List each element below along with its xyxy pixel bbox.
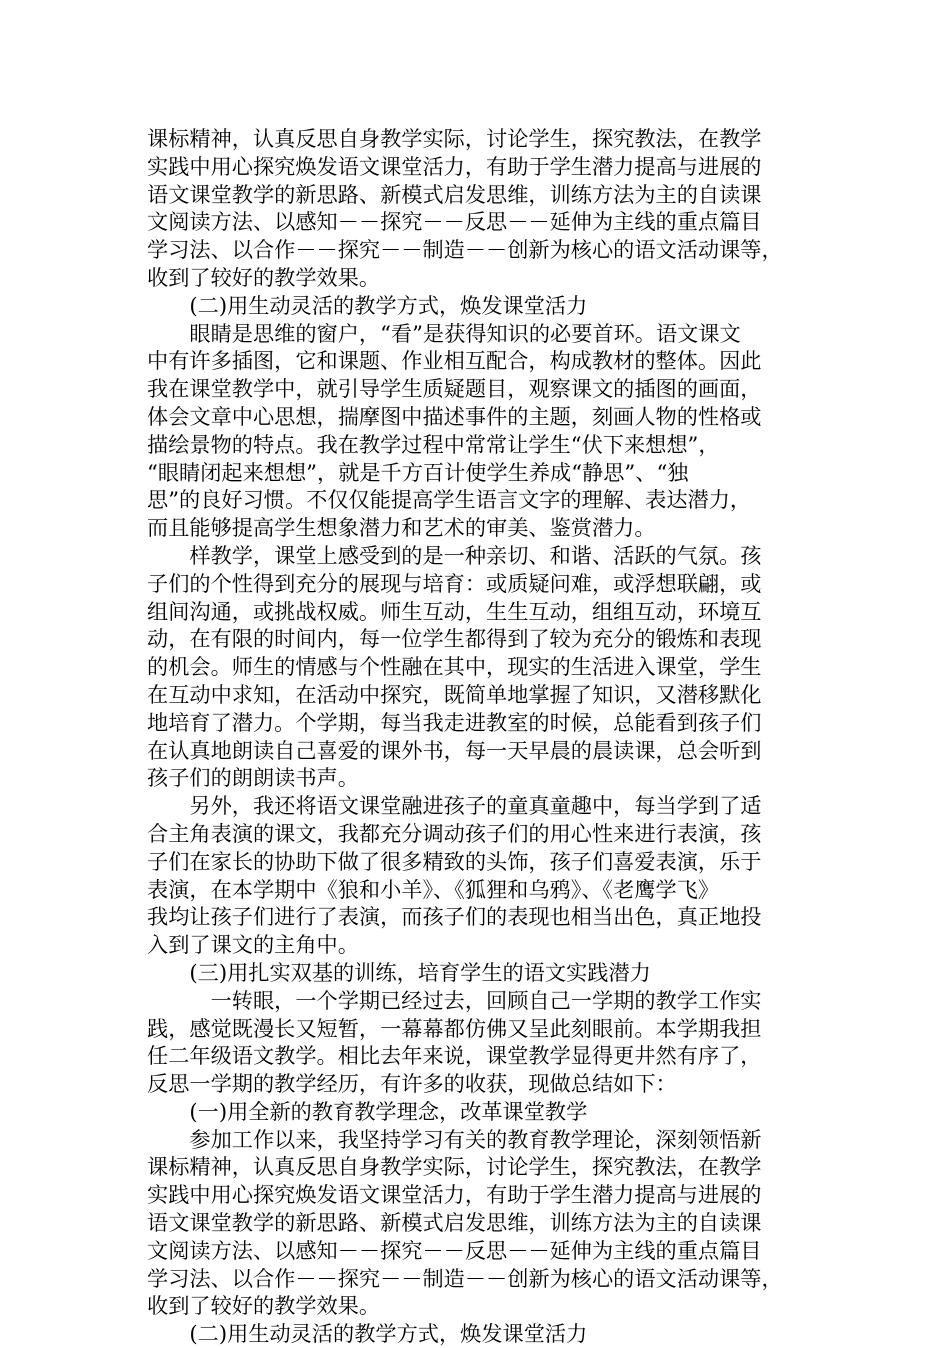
text-line: 我均让孩子们进行了表演，而孩子们的表现也相当出色，真正地投 [147, 904, 762, 930]
text-line: 眼睛是思维的窗户，“看”是获得知识的必要首环。语文课文 [147, 320, 741, 346]
text-line: 表演，在本学期中《狼和小羊》、《狐狸和乌鸦》、《老鹰学飞》 [147, 876, 720, 902]
text-line: 我在课堂教学中，就引导学生质疑题目，观察课文的插图的画面， [147, 376, 762, 402]
text-line: 思”的良好习惯。不仅仅能提高学生语言文字的理解、表达潜力， [147, 487, 752, 513]
text-line: 学习法、以合作－－探究－－制造－－创新为核心的语文活动课等， [147, 1265, 783, 1291]
text-line: “眼睛闭起来想想”，就是千方百计使学生养成“静思”、“独 [147, 459, 689, 485]
text-line: 而且能够提高学生想象潜力和艺术的审美、鉴赏潜力。 [147, 515, 656, 541]
text-line: 文阅读方法、以感知－－探究－－反思－－延伸为主线的重点篇目 [147, 209, 762, 235]
text-line: 子们在家长的协助下做了很多精致的头饰，孩子们喜爱表演，乐于 [147, 848, 762, 874]
text-line: 反思一学期的教学经历，有许多的收获，现做总结如下： [147, 1071, 677, 1097]
text-line: 中有许多插图，它和课题、作业相互配合，构成教材的整体。因此 [147, 348, 762, 374]
text-line: 课标精神，认真反思自身教学实际，讨论学生，探究教法，在教学 [147, 1154, 762, 1180]
text-line: 课标精神，认真反思自身教学实际，讨论学生，探究教法，在教学 [147, 126, 762, 151]
text-line: 在认真地朗读自己喜爱的课外书，每一天早晨的晨读课，总会听到 [147, 737, 762, 763]
text-line: 语文课堂教学的新思路、新模式启发思维，训练方法为主的自读课 [147, 1210, 762, 1236]
text-line: 在互动中求知，在活动中探究，既简单地掌握了知识，又潜移默化 [147, 681, 762, 707]
text-line: 合主角表演的课文，我都充分调动孩子们的用心性来进行表演，孩 [147, 820, 762, 846]
text-line: 实践中用心探究焕发语文课堂活力，有助于学生潜力提高与进展的 [147, 1182, 762, 1208]
text-line: 另外，我还将语文课堂融进孩子的童真童趣中，每当学到了适 [147, 793, 762, 819]
text-line: 地培育了潜力。个学期，每当我走进教室的时候，总能看到孩子们 [147, 709, 762, 735]
text-line: 样教学，课堂上感受到的是一种亲切、和谐、活跃的气氛。孩 [147, 542, 762, 568]
text-line: 一转眼，一个学期已经过去，回顾自己一学期的教学工作实 [147, 987, 762, 1013]
text-line: 动，在有限的时间内，每一位学生都得到了较为充分的锻炼和表现 [147, 626, 762, 652]
text-line: 参加工作以来，我坚持学习有关的教育教学理论，深刻领悟新 [147, 1126, 762, 1152]
text-line: 收到了较好的教学效果。 [147, 264, 381, 290]
text-line: 收到了较好的教学效果。 [147, 1293, 381, 1319]
text-line: 学习法、以合作－－探究－－制造－－创新为核心的语文活动课等， [147, 237, 783, 263]
text-line: 践，感觉既漫长又短暂，一幕幕都仿佛又呈此刻眼前。本学期我担 [147, 1015, 762, 1041]
text-line: 文阅读方法、以感知－－探究－－反思－－延伸为主线的重点篇目 [147, 1237, 762, 1263]
text-line: 体会文章中心思想，揣摩图中描述事件的主题，刻画人物的性格或 [147, 403, 762, 429]
text-line: 描绘景物的特点。我在教学过程中常常让学生“伏下来想想”， [147, 431, 720, 457]
text-line: 组间沟通，或挑战权威。师生互动，生生互动，组组互动，环境互 [147, 598, 762, 624]
text-line: 入到了课文的主角中。 [147, 932, 359, 958]
text-line: (一)用全新的教育教学理念，改革课堂教学 [147, 1098, 588, 1124]
text-line: 实践中用心探究焕发语文课堂活力，有助于学生潜力提高与进展的 [147, 153, 762, 179]
text-line: (二)用生动灵活的教学方式，焕发课堂活力 [147, 1321, 588, 1347]
text-line: (二)用生动灵活的教学方式，焕发课堂活力 [147, 292, 588, 318]
text-line: 子们的个性得到充分的展现与培育：或质疑问难，或浮想联翩，或 [147, 570, 762, 596]
text-line: 语文课堂教学的新思路、新模式启发思维，训练方法为主的自读课 [147, 181, 762, 207]
text-line: 的机会。师生的情感与个性融在其中，现实的生活进入课堂，学生 [147, 654, 762, 680]
text-line: 孩子们的朗朗读书声。 [147, 765, 359, 791]
text-line: 任二年级语文教学。相比去年来说，课堂教学显得更井然有序了， [147, 1043, 762, 1069]
body-text [147, 125, 827, 1348]
text-line: (三)用扎实双基的训练，培育学生的语文实践潜力 [147, 959, 651, 985]
